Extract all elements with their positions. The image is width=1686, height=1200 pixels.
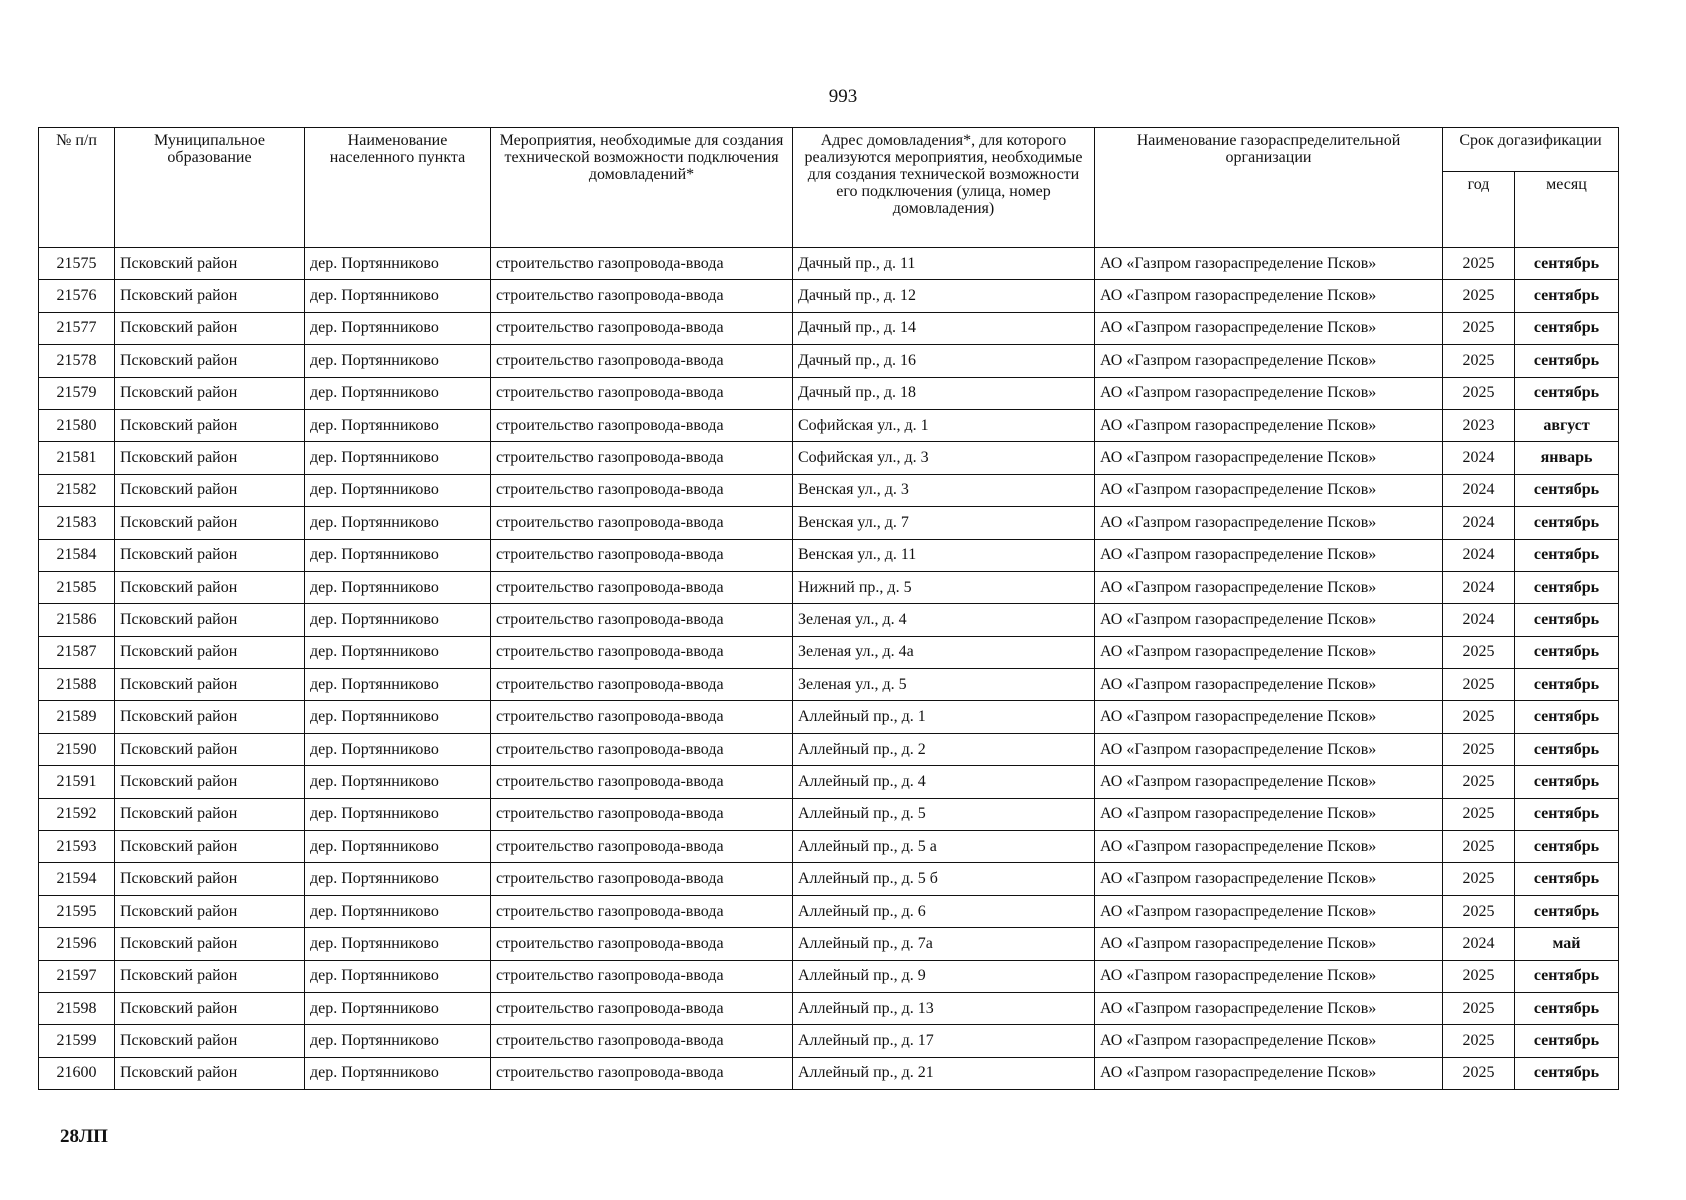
cell-measure: строительство газопровода-ввода [491, 992, 793, 1024]
cell-month: сентябрь [1515, 701, 1619, 733]
cell-organization: АО «Газпром газораспределение Псков» [1095, 928, 1443, 960]
cell-measure: строительство газопровода-ввода [491, 701, 793, 733]
cell-organization: АО «Газпром газораспределение Псков» [1095, 312, 1443, 344]
table-row [39, 442, 1619, 474]
table-row [39, 248, 1619, 280]
cell-settlement: дер. Портянниково [305, 571, 491, 603]
cell-municipality: Псковский район [115, 928, 305, 960]
cell-month: сентябрь [1515, 669, 1619, 701]
cell-address: Дачный пр., д. 11 [793, 248, 1095, 280]
cell-month: сентябрь [1515, 992, 1619, 1024]
cell-municipality: Псковский район [115, 895, 305, 927]
cell-num: 21597 [39, 960, 115, 992]
cell-organization: АО «Газпром газораспределение Псков» [1095, 345, 1443, 377]
cell-organization: АО «Газпром газораспределение Псков» [1095, 766, 1443, 798]
cell-organization: АО «Газпром газораспределение Псков» [1095, 474, 1443, 506]
page-number: 993 [828, 86, 858, 107]
cell-num: 21589 [39, 701, 115, 733]
cell-measure: строительство газопровода-ввода [491, 345, 793, 377]
cell-num: 21579 [39, 377, 115, 409]
cell-settlement: дер. Портянниково [305, 442, 491, 474]
cell-year: 2024 [1443, 507, 1515, 539]
cell-municipality: Псковский район [115, 571, 305, 603]
cell-num: 21593 [39, 831, 115, 863]
cell-organization: АО «Газпром газораспределение Псков» [1095, 409, 1443, 441]
cell-month: август [1515, 409, 1619, 441]
cell-settlement: дер. Портянниково [305, 733, 491, 765]
cell-organization: АО «Газпром газораспределение Псков» [1095, 571, 1443, 603]
cell-address: Венская ул., д. 11 [793, 539, 1095, 571]
cell-address: Аллейный пр., д. 5 а [793, 831, 1095, 863]
cell-year: 2024 [1443, 539, 1515, 571]
cell-measure: строительство газопровода-ввода [491, 377, 793, 409]
cell-settlement: дер. Портянниково [305, 669, 491, 701]
cell-settlement: дер. Портянниково [305, 960, 491, 992]
cell-num: 21600 [39, 1057, 115, 1089]
table-row [39, 928, 1619, 960]
cell-measure: строительство газопровода-ввода [491, 798, 793, 830]
cell-month: сентябрь [1515, 766, 1619, 798]
cell-municipality: Псковский район [115, 701, 305, 733]
cell-address: Аллейный пр., д. 9 [793, 960, 1095, 992]
table-row [39, 604, 1619, 636]
cell-measure: строительство газопровода-ввода [491, 604, 793, 636]
cell-municipality: Псковский район [115, 248, 305, 280]
cell-num: 21596 [39, 928, 115, 960]
cell-address: Аллейный пр., д. 5 б [793, 863, 1095, 895]
cell-month: сентябрь [1515, 377, 1619, 409]
cell-address: Венская ул., д. 3 [793, 474, 1095, 506]
table-row [39, 1025, 1619, 1057]
cell-address: Аллейный пр., д. 13 [793, 992, 1095, 1024]
cell-settlement: дер. Портянниково [305, 248, 491, 280]
cell-measure: строительство газопровода-ввода [491, 571, 793, 603]
cell-num: 21588 [39, 669, 115, 701]
cell-address: Нижний пр., д. 5 [793, 571, 1095, 603]
header-settlement: Наименование населенного пункта [305, 128, 491, 248]
cell-settlement: дер. Портянниково [305, 280, 491, 312]
cell-address: Дачный пр., д. 16 [793, 345, 1095, 377]
cell-municipality: Псковский район [115, 442, 305, 474]
cell-year: 2025 [1443, 863, 1515, 895]
cell-municipality: Псковский район [115, 1057, 305, 1089]
cell-municipality: Псковский район [115, 669, 305, 701]
cell-organization: АО «Газпром газораспределение Псков» [1095, 636, 1443, 668]
cell-organization: АО «Газпром газораспределение Псков» [1095, 798, 1443, 830]
cell-measure: строительство газопровода-ввода [491, 442, 793, 474]
cell-address: Аллейный пр., д. 4 [793, 766, 1095, 798]
cell-measure: строительство газопровода-ввода [491, 831, 793, 863]
cell-address: Софийская ул., д. 3 [793, 442, 1095, 474]
cell-organization: АО «Газпром газораспределение Псков» [1095, 507, 1443, 539]
cell-year: 2025 [1443, 312, 1515, 344]
cell-organization: АО «Газпром газораспределение Псков» [1095, 1025, 1443, 1057]
cell-month: сентябрь [1515, 863, 1619, 895]
table-row [39, 701, 1619, 733]
cell-month: сентябрь [1515, 1057, 1619, 1089]
cell-year: 2025 [1443, 248, 1515, 280]
cell-organization: АО «Газпром газораспределение Псков» [1095, 701, 1443, 733]
cell-num: 21587 [39, 636, 115, 668]
cell-month: сентябрь [1515, 831, 1619, 863]
table-row [39, 669, 1619, 701]
table-row [39, 766, 1619, 798]
cell-municipality: Псковский район [115, 280, 305, 312]
cell-settlement: дер. Портянниково [305, 766, 491, 798]
cell-address: Дачный пр., д. 18 [793, 377, 1095, 409]
cell-measure: строительство газопровода-ввода [491, 539, 793, 571]
cell-address: Аллейный пр., д. 7а [793, 928, 1095, 960]
cell-organization: АО «Газпром газораспределение Псков» [1095, 539, 1443, 571]
cell-month: май [1515, 928, 1619, 960]
cell-measure: строительство газопровода-ввода [491, 474, 793, 506]
cell-address: Аллейный пр., д. 2 [793, 733, 1095, 765]
table-row [39, 571, 1619, 603]
cell-year: 2025 [1443, 831, 1515, 863]
cell-num: 21581 [39, 442, 115, 474]
cell-year: 2025 [1443, 280, 1515, 312]
cell-settlement: дер. Портянниково [305, 831, 491, 863]
table-row [39, 345, 1619, 377]
cell-settlement: дер. Портянниково [305, 928, 491, 960]
cell-organization: АО «Газпром газораспределение Псков» [1095, 442, 1443, 474]
table-row [39, 312, 1619, 344]
cell-year: 2024 [1443, 474, 1515, 506]
cell-organization: АО «Газпром газораспределение Псков» [1095, 377, 1443, 409]
cell-organization: АО «Газпром газораспределение Псков» [1095, 669, 1443, 701]
cell-month: сентябрь [1515, 280, 1619, 312]
cell-settlement: дер. Портянниково [305, 507, 491, 539]
cell-month: сентябрь [1515, 248, 1619, 280]
cell-num: 21595 [39, 895, 115, 927]
cell-settlement: дер. Портянниково [305, 895, 491, 927]
table-row [39, 1057, 1619, 1089]
cell-measure: строительство газопровода-ввода [491, 960, 793, 992]
cell-municipality: Псковский район [115, 960, 305, 992]
cell-measure: строительство газопровода-ввода [491, 312, 793, 344]
cell-month: сентябрь [1515, 960, 1619, 992]
table-row [39, 636, 1619, 668]
cell-measure: строительство газопровода-ввода [491, 928, 793, 960]
cell-year: 2025 [1443, 960, 1515, 992]
cell-month: сентябрь [1515, 604, 1619, 636]
cell-municipality: Псковский район [115, 409, 305, 441]
cell-month: сентябрь [1515, 507, 1619, 539]
cell-year: 2025 [1443, 669, 1515, 701]
cell-municipality: Псковский район [115, 733, 305, 765]
cell-organization: АО «Газпром газораспределение Псков» [1095, 960, 1443, 992]
cell-municipality: Псковский район [115, 539, 305, 571]
cell-year: 2025 [1443, 701, 1515, 733]
cell-measure: строительство газопровода-ввода [491, 248, 793, 280]
cell-address: Аллейный пр., д. 5 [793, 798, 1095, 830]
cell-organization: АО «Газпром газораспределение Псков» [1095, 1057, 1443, 1089]
cell-settlement: дер. Портянниково [305, 636, 491, 668]
cell-year: 2024 [1443, 442, 1515, 474]
table-row [39, 409, 1619, 441]
cell-month: сентябрь [1515, 636, 1619, 668]
header-year: год [1443, 172, 1515, 248]
cell-num: 21580 [39, 409, 115, 441]
cell-municipality: Псковский район [115, 377, 305, 409]
header-organization: Наименование газораспределительной организации [1095, 128, 1443, 248]
cell-organization: АО «Газпром газораспределение Псков» [1095, 863, 1443, 895]
table-row [39, 863, 1619, 895]
cell-organization: АО «Газпром газораспределение Псков» [1095, 895, 1443, 927]
cell-num: 21576 [39, 280, 115, 312]
table-row [39, 377, 1619, 409]
cell-municipality: Псковский район [115, 507, 305, 539]
header-term: Срок догазификации [1443, 128, 1619, 172]
cell-month: сентябрь [1515, 474, 1619, 506]
cell-measure: строительство газопровода-ввода [491, 280, 793, 312]
cell-measure: строительство газопровода-ввода [491, 1057, 793, 1089]
cell-settlement: дер. Портянниково [305, 992, 491, 1024]
cell-settlement: дер. Портянниково [305, 539, 491, 571]
cell-num: 21575 [39, 248, 115, 280]
header-num: № п/п [39, 128, 115, 248]
table-row [39, 507, 1619, 539]
header-measures: Мероприятия, необходимые для создания технической возможности подключения домовладений* [491, 128, 793, 248]
cell-municipality: Псковский район [115, 345, 305, 377]
cell-measure: строительство газопровода-ввода [491, 409, 793, 441]
cell-address: Аллейный пр., д. 17 [793, 1025, 1095, 1057]
cell-municipality: Псковский район [115, 1025, 305, 1057]
cell-year: 2024 [1443, 928, 1515, 960]
cell-settlement: дер. Портянниково [305, 474, 491, 506]
cell-address: Софийская ул., д. 1 [793, 409, 1095, 441]
cell-settlement: дер. Портянниково [305, 604, 491, 636]
cell-address: Аллейный пр., д. 6 [793, 895, 1095, 927]
cell-settlement: дер. Портянниково [305, 701, 491, 733]
cell-year: 2025 [1443, 766, 1515, 798]
cell-settlement: дер. Портянниково [305, 1025, 491, 1057]
cell-municipality: Псковский район [115, 798, 305, 830]
cell-settlement: дер. Портянниково [305, 863, 491, 895]
table-body [39, 248, 1619, 1090]
cell-measure: строительство газопровода-ввода [491, 863, 793, 895]
cell-month: сентябрь [1515, 798, 1619, 830]
cell-num: 21592 [39, 798, 115, 830]
cell-organization: АО «Газпром газораспределение Псков» [1095, 280, 1443, 312]
cell-num: 21578 [39, 345, 115, 377]
table-row [39, 539, 1619, 571]
cell-organization: АО «Газпром газораспределение Псков» [1095, 992, 1443, 1024]
cell-month: сентябрь [1515, 571, 1619, 603]
cell-year: 2025 [1443, 895, 1515, 927]
cell-municipality: Псковский район [115, 604, 305, 636]
cell-settlement: дер. Портянниково [305, 798, 491, 830]
cell-settlement: дер. Портянниково [305, 345, 491, 377]
cell-municipality: Псковский район [115, 992, 305, 1024]
cell-year: 2024 [1443, 571, 1515, 603]
table-row [39, 831, 1619, 863]
cell-municipality: Псковский район [115, 474, 305, 506]
cell-settlement: дер. Портянниково [305, 1057, 491, 1089]
cell-year: 2025 [1443, 345, 1515, 377]
cell-measure: строительство газопровода-ввода [491, 669, 793, 701]
cell-month: сентябрь [1515, 539, 1619, 571]
table-row [39, 992, 1619, 1024]
header-month: месяц [1515, 172, 1619, 248]
table-row [39, 280, 1619, 312]
cell-settlement: дер. Портянниково [305, 409, 491, 441]
cell-measure: строительство газопровода-ввода [491, 766, 793, 798]
table-header [39, 128, 1619, 248]
cell-organization: АО «Газпром газораспределение Псков» [1095, 604, 1443, 636]
cell-year: 2025 [1443, 1057, 1515, 1089]
cell-address: Дачный пр., д. 12 [793, 280, 1095, 312]
cell-num: 21591 [39, 766, 115, 798]
cell-address: Венская ул., д. 7 [793, 507, 1095, 539]
cell-municipality: Псковский район [115, 863, 305, 895]
cell-organization: АО «Газпром газораспределение Псков» [1095, 831, 1443, 863]
cell-organization: АО «Газпром газораспределение Псков» [1095, 733, 1443, 765]
cell-address: Зеленая ул., д. 5 [793, 669, 1095, 701]
cell-measure: строительство газопровода-ввода [491, 636, 793, 668]
gasification-table [38, 127, 1619, 1090]
cell-num: 21590 [39, 733, 115, 765]
table-row [39, 733, 1619, 765]
cell-measure: строительство газопровода-ввода [491, 895, 793, 927]
table-row [39, 798, 1619, 830]
cell-num: 21583 [39, 507, 115, 539]
cell-year: 2024 [1443, 604, 1515, 636]
cell-year: 2025 [1443, 798, 1515, 830]
cell-month: январь [1515, 442, 1619, 474]
cell-month: сентябрь [1515, 345, 1619, 377]
cell-organization: АО «Газпром газораспределение Псков» [1095, 248, 1443, 280]
table-row [39, 474, 1619, 506]
cell-address: Зеленая ул., д. 4а [793, 636, 1095, 668]
header-municipality: Муниципальное образование [115, 128, 305, 248]
cell-address: Дачный пр., д. 14 [793, 312, 1095, 344]
cell-measure: строительство газопровода-ввода [491, 1025, 793, 1057]
cell-year: 2025 [1443, 636, 1515, 668]
cell-municipality: Псковский район [115, 636, 305, 668]
cell-num: 21577 [39, 312, 115, 344]
cell-month: сентябрь [1515, 312, 1619, 344]
cell-month: сентябрь [1515, 1025, 1619, 1057]
cell-settlement: дер. Портянниково [305, 377, 491, 409]
cell-measure: строительство газопровода-ввода [491, 507, 793, 539]
cell-year: 2025 [1443, 1025, 1515, 1057]
cell-num: 21598 [39, 992, 115, 1024]
cell-year: 2023 [1443, 409, 1515, 441]
cell-address: Аллейный пр., д. 1 [793, 701, 1095, 733]
cell-municipality: Псковский район [115, 831, 305, 863]
cell-address: Зеленая ул., д. 4 [793, 604, 1095, 636]
cell-num: 21582 [39, 474, 115, 506]
header-address: Адрес домовладения*, для которого реализуются мероприятия, необходимые для создания технической возможности его подключения (улица, номер домовладения) [793, 128, 1095, 248]
cell-year: 2025 [1443, 377, 1515, 409]
cell-month: сентябрь [1515, 733, 1619, 765]
cell-measure: строительство газопровода-ввода [491, 733, 793, 765]
cell-num: 21586 [39, 604, 115, 636]
cell-settlement: дер. Портянниково [305, 312, 491, 344]
cell-municipality: Псковский район [115, 766, 305, 798]
cell-municipality: Псковский район [115, 312, 305, 344]
table-row [39, 895, 1619, 927]
cell-num: 21585 [39, 571, 115, 603]
cell-year: 2025 [1443, 992, 1515, 1024]
cell-month: сентябрь [1515, 895, 1619, 927]
cell-num: 21594 [39, 863, 115, 895]
cell-address: Аллейный пр., д. 21 [793, 1057, 1095, 1089]
cell-num: 21584 [39, 539, 115, 571]
cell-year: 2025 [1443, 733, 1515, 765]
table-row [39, 960, 1619, 992]
cell-num: 21599 [39, 1025, 115, 1057]
footer-mark: 28ЛП [60, 1126, 108, 1147]
